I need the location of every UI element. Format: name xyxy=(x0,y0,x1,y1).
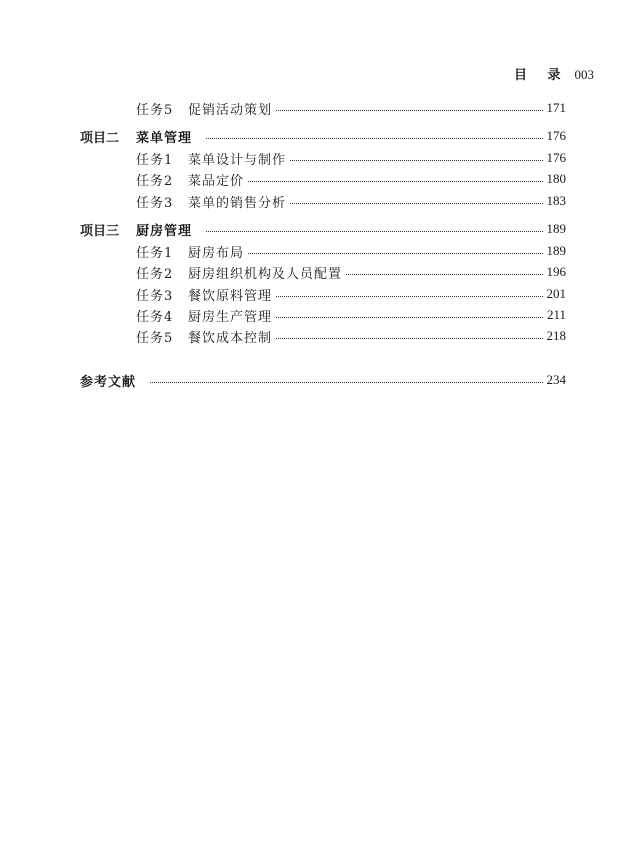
toc-entry[interactable] xyxy=(136,305,566,325)
toc-entry[interactable] xyxy=(136,262,566,282)
toc-entry-number: 任务2 xyxy=(136,173,174,189)
toc-entry-title: 菜单设计与制作 xyxy=(188,152,287,168)
toc-entry-page: 189 xyxy=(546,221,566,236)
dot-leader xyxy=(248,181,542,182)
page-header xyxy=(514,64,594,83)
toc-entry[interactable] xyxy=(136,284,566,304)
toc-entry-page: 196 xyxy=(546,264,566,279)
toc-entry-number: 任务5 xyxy=(136,102,174,118)
toc-entry-number: 任务3 xyxy=(136,288,174,304)
dot-leader xyxy=(290,203,542,204)
toc-entry-title: 厨房组织机构及人员配置 xyxy=(188,266,343,282)
dot-leader xyxy=(290,160,542,161)
toc-entry-page: 201 xyxy=(546,286,566,301)
toc-entry-page: 176 xyxy=(546,128,566,143)
toc-entry-number: 任务5 xyxy=(136,330,174,346)
toc-entry[interactable] xyxy=(136,241,566,261)
toc-entry-title: 菜品定价 xyxy=(188,173,245,189)
toc-project-entry[interactable] xyxy=(80,126,566,146)
header-title: 目 录 xyxy=(513,68,569,83)
toc-entry[interactable] xyxy=(136,326,566,346)
toc-entry-title: 厨房布局 xyxy=(188,245,245,261)
dot-leader xyxy=(150,382,542,383)
dot-leader xyxy=(276,296,542,297)
dot-leader xyxy=(206,138,542,139)
toc-project-number: 项目二 xyxy=(80,130,120,146)
toc-references-title: 参考文献 xyxy=(80,374,137,390)
toc-entry[interactable] xyxy=(136,98,566,118)
toc-project-title: 厨房管理 xyxy=(136,223,193,239)
toc-entry-title: 餐饮成本控制 xyxy=(188,330,273,346)
toc-entry[interactable] xyxy=(136,191,566,211)
dot-leader xyxy=(276,317,543,318)
toc-entry-number: 任务3 xyxy=(136,195,174,211)
toc-project-title: 菜单管理 xyxy=(136,130,193,146)
toc-project-entry[interactable] xyxy=(80,219,566,239)
toc-entry-page: 183 xyxy=(546,193,566,208)
toc-entry-page: 176 xyxy=(546,150,566,165)
toc-entry-page: 171 xyxy=(546,100,566,115)
dot-leader xyxy=(276,338,542,339)
toc-entry-page: 218 xyxy=(546,328,566,343)
toc-entry-title: 促销活动策划 xyxy=(188,102,273,118)
toc-entry-page: 180 xyxy=(546,171,566,186)
dot-leader xyxy=(206,231,542,232)
toc-entry-title: 菜单的销售分析 xyxy=(188,195,287,211)
toc-entry[interactable] xyxy=(136,169,566,189)
header-page-number: 003 xyxy=(574,67,594,82)
toc-entry-number: 任务2 xyxy=(136,266,174,282)
toc-entry-number: 任务4 xyxy=(136,309,174,325)
dot-leader xyxy=(276,110,542,111)
toc-entry-page: 234 xyxy=(546,372,566,387)
toc-entry-title: 餐饮原料管理 xyxy=(188,288,273,304)
toc-entry-title: 厨房生产管理 xyxy=(188,309,273,325)
dot-leader xyxy=(346,274,542,275)
toc-entry-number: 任务1 xyxy=(136,152,174,168)
toc-references-entry[interactable] xyxy=(80,370,566,390)
toc-project-number: 项目三 xyxy=(80,223,120,239)
toc-entry-page: 211 xyxy=(546,307,566,322)
toc-entry-page: 189 xyxy=(546,243,566,258)
dot-leader xyxy=(248,253,542,254)
toc-entry[interactable] xyxy=(136,148,566,168)
toc-entry-number: 任务1 xyxy=(136,245,174,261)
